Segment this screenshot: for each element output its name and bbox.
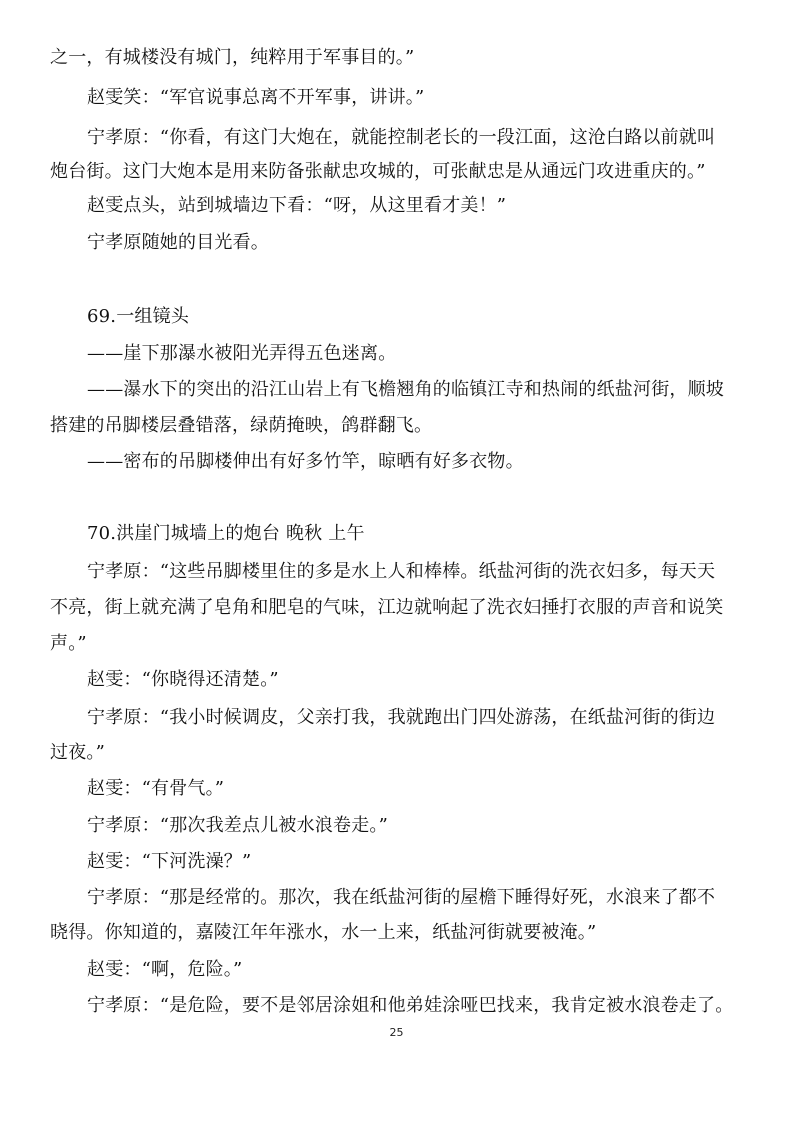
text-line: 不亮，街上就充满了皂角和肥皂的气味，江边就响起了洗衣妇捶打衣服的声音和说笑 (50, 597, 724, 618)
text-line: 赵雯：“啊，危险。” (87, 959, 243, 980)
text-line: 宁孝原：“我小时候调皮，父亲打我，我就跑出门四处游荡，在纸盐河街的街边 (87, 707, 716, 728)
text-line: 赵雯：“有骨气。” (87, 778, 225, 799)
text-line: 之一，有城楼没有城门，纯粹用于军事目的。” (50, 47, 415, 68)
text-line: 宁孝原：“你看，有这门大炮在，就能控制老长的一段江面，这沧白路以前就叫 (87, 127, 716, 148)
text-line: 宁孝原：“那次我差点儿被水浪卷走。” (87, 815, 389, 836)
section-heading: 69.一组镜头 (87, 306, 190, 327)
text-line: 搭建的吊脚楼层叠错落，绿荫掩映，鸽群翻飞。 (50, 415, 433, 436)
text-line: 宁孝原：“是危险，要不是邻居涂姐和他弟娃涂哑巴找来，我肯定被水浪卷走了。 (87, 995, 734, 1016)
text-line: 宁孝原随她的目光看。 (87, 232, 269, 253)
text-line: 炮台街。这门大炮本是用来防备张献忠攻城的，可张献忠是从通远门攻进重庆的。” (50, 161, 706, 182)
text-line: ——崖下那瀑水被阳光弄得五色迷离。 (87, 343, 397, 364)
text-line: 过夜。” (50, 742, 106, 763)
section-heading: 70.洪崖门城墙上的炮台 晚秋 上午 (87, 523, 365, 544)
text-line: ——瀑水下的突出的沿江山岩上有飞檐翘角的临镇江寺和热闹的纸盐河街，顺坡 (87, 379, 724, 400)
text-line: ——密布的吊脚楼伸出有好多竹竿，晾晒有好多衣物。 (87, 451, 524, 472)
text-line: 赵雯：“你晓得还清楚。” (87, 669, 279, 690)
text-line: 宁孝原：“那是经常的。那次，我在纸盐河街的屋檐下睡得好死，水浪来了都不 (87, 887, 716, 908)
text-line: 赵雯：“下河洗澡？” (87, 851, 252, 872)
text-line: 赵雯笑：“军官说事总离不开军事，讲讲。” (87, 87, 425, 108)
text-line: 声。” (50, 633, 87, 654)
text-line: 宁孝原：“这些吊脚楼里住的多是水上人和棒棒。纸盐河街的洗衣妇多，每天天 (87, 561, 716, 582)
text-line: 赵雯点头，站到城墙边下看：“呀，从这里看才美！” (87, 195, 507, 216)
text-line: 晓得。你知道的，嘉陵江年年涨水，水一上来，纸盐河街就要被淹。” (50, 922, 597, 943)
page-number: 25 (389, 1026, 404, 1039)
